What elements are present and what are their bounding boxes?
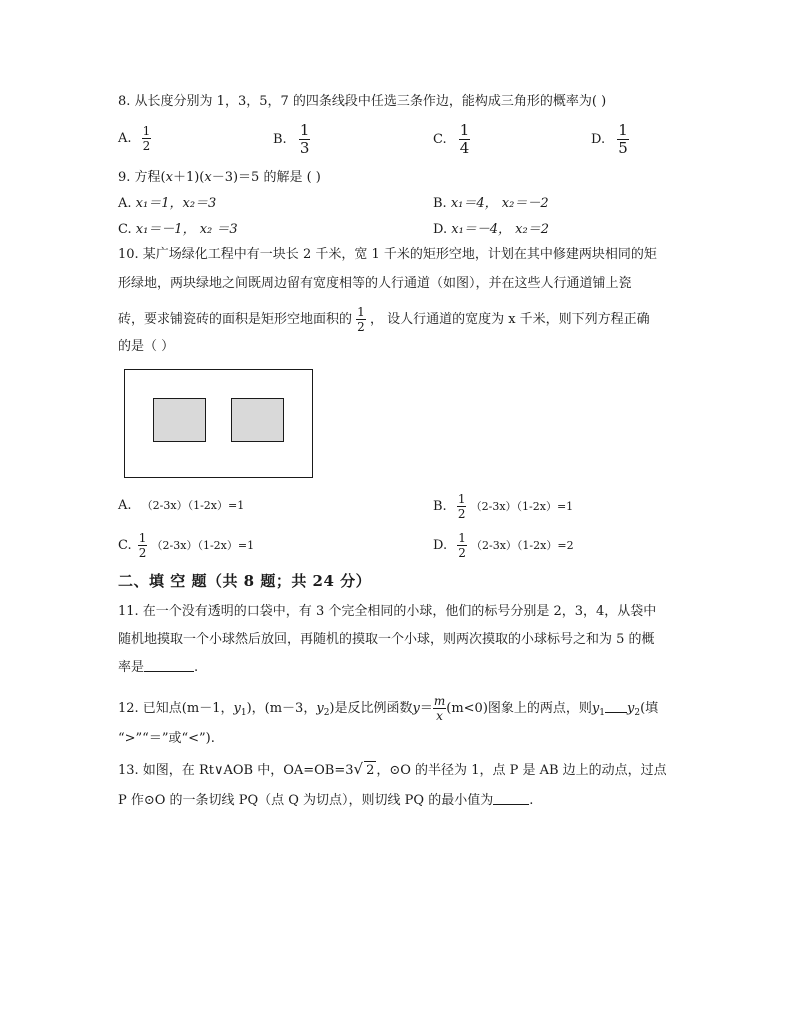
q10-line2: 形绿地，两块绿地之间既周边留有宽度相等的人行通道（如图），并在这些人行通道铺上瓷 — [118, 276, 632, 291]
q10-line1: 10. 某广场绿化工程中有一块长 2 千米，宽 1 千米的矩形空地，计划在其中修建两块相同的矩 — [118, 247, 657, 262]
q9-option-d: D. x₁＝－4， x₂＝2 — [433, 222, 549, 237]
q8-option-c — [433, 122, 470, 157]
q9-option-c: C. x₁＝－1， x₂ ＝3 — [118, 222, 238, 237]
green-plot-right — [232, 399, 284, 442]
q11-line3: 率是 . — [118, 660, 199, 675]
q12-line1: 12. 已知点(m－1，$y_1$)，(m－3，$y_2$)是反比例函数y＝ $\frac{m}{x}$ (m<0)图象上的两点，则$y_1$ $y_2$(填 — [118, 694, 659, 723]
option-label: B. — [273, 132, 287, 147]
q9-stem: 9. 方程(x＋1)(x－3)＝5 的解是 ( ) — [118, 170, 321, 185]
fraction: $\frac{1}{5}$ — [618, 121, 628, 157]
q11-line2: 随机地摸取一个小球然后放回，再随机的摸取一个小球，则两次摸取的小球标号之和为 5 的概 — [118, 632, 655, 647]
fraction: $\frac{1}{2}$ — [142, 124, 151, 153]
answer-blank[interactable] — [493, 792, 529, 805]
q12-line2: “>”“＝”或“<”). — [118, 731, 215, 746]
section-heading: 二、填 空 题（共 8 题；共 24 分） — [118, 572, 372, 590]
option-label: D. — [591, 132, 606, 147]
q8-stem: 8. 从长度分别为 1，3，5，7 的四条线段中任选三条作边，能构成三角形的概率为( ) — [118, 94, 607, 109]
option-label: C. — [433, 132, 447, 147]
fraction: $\frac{1}{2}$ — [457, 492, 466, 521]
fraction: $\frac{1}{2}$ — [458, 531, 466, 560]
green-plot-left — [154, 399, 206, 442]
q11-line1: 11. 在一个没有透明的口袋中，有 3 个完全相同的小球，他们的标号分别是 2，3，4，从袋中 — [118, 604, 657, 619]
q8-option-d — [591, 122, 629, 157]
q10-option-a: A. （2-3x）（1-2x）=1 — [118, 498, 245, 513]
q10-line3: 砖，要求铺瓷砖的面积是矩形空地面积的 $\frac{1}{2}$ ， 设人行通道的宽度为 x 千米，则下列方程正确 — [118, 305, 650, 334]
fraction: $\frac{1}{2}$ — [357, 305, 365, 334]
answer-blank[interactable] — [144, 659, 194, 672]
option-label: A. — [118, 131, 132, 146]
fraction: $\frac{m}{x}$ — [433, 694, 446, 723]
q9-option-b: B. x₁＝4， x₂＝－2 — [433, 196, 549, 211]
answer-blank[interactable] — [605, 700, 627, 713]
fraction: $\frac{1}{3}$ — [299, 121, 310, 157]
fraction: $\frac{1}{4}$ — [459, 121, 470, 157]
q8-option-a — [118, 124, 151, 153]
q8-option-b — [273, 122, 310, 157]
q13-line1: 13. 如图，在 Rt∨AOB 中，OA=OB=3√ 2 ，⊙O 的半径为 1，点 P 是 AB 边上的动点，过点 — [118, 760, 667, 778]
q10-option-c: C. $\frac{1}{2}$ （2-3x）（1-2x）=1 — [118, 531, 255, 560]
q10-line4: 的是（ ） — [118, 339, 175, 354]
sqrt-symbol: √ — [353, 760, 364, 778]
q10-option-b: B. $\frac{1}{2}$ （2-3x）（1-2x）=1 — [433, 492, 574, 521]
q9-option-a: A. x₁＝1，x₂＝3 — [118, 196, 217, 211]
q10-option-d: D. $\frac{1}{2}$ （2-3x）（1-2x）=2 — [433, 531, 574, 560]
q10-figure — [124, 369, 314, 479]
q13-line2: P 作⊙O 的一条切线 PQ（点 Q 为切点），则切线 PQ 的最小值为 . — [118, 793, 534, 808]
fraction: $\frac{1}{2}$ — [138, 531, 147, 560]
outer-rectangle — [125, 370, 313, 478]
